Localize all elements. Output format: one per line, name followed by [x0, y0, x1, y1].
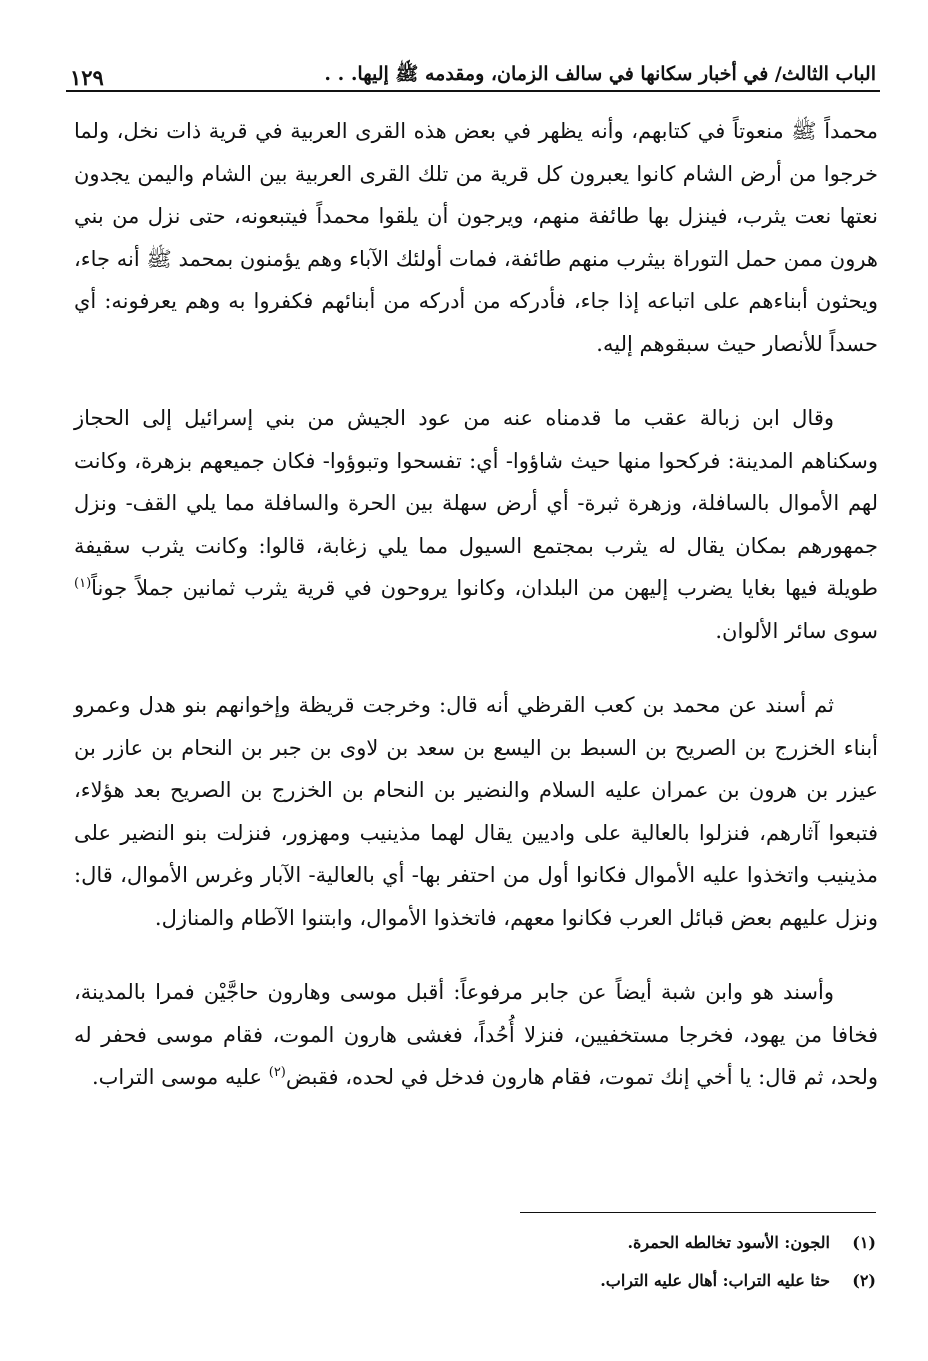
footnote-number: (٢): [852, 1271, 876, 1290]
footnote-text: حثا عليه التراب: أهال عليه التراب.: [600, 1271, 830, 1290]
paragraph-text: محمداً ﷺ منعوتاً في كتابهم، وأنه يظهر في بعض هذه القرى العربية في قرية ذات نخل، ولما خرجوا من أرض الشام كانوا يعبرون كل قرية من تلك القرى العربية بين الشام واليمن يجدون نعتها نعت يثرب، فينزل بها طائفة منهم، ويرجون أن يلقوا محمداً فيتبعونه، حتى نزل من بني هرون ممن حمل التوراة بيثرب منهم طائفة، فمات أولئك الآباء وهم يؤمنون بمحمد ﷺ أنه جاء، ويحثون أبناءهم على اتباعه إذا جاء، فأدركه من أدركه من أبنائهم فكفروا به وهم يعرفونه: أي حسداً للأنصار حيث سبقوهم إليه.: [74, 119, 878, 356]
footnotes: [300, 1224, 876, 1300]
page-number: ١٢٩: [70, 65, 104, 90]
paragraph-spacer: [74, 365, 878, 397]
footnote-text: الجون: الأسود تخالطه الحمرة.: [627, 1233, 830, 1252]
footnote-ref-2[interactable]: (٢): [268, 1065, 286, 1080]
chapter-title: الباب الثالث/ في أخبار سكانها في سالف الزمان، ومقدمه ﷺ إليها. . .: [324, 63, 876, 85]
paragraph-text: وقال ابن زبالة عقب ما قدمناه عنه من عود الجيش من بني إسرائيل إلى الحجاز وسكناهم المدينة: فركحوا منها حيث شاؤوا- أي: تفسحوا وتبوؤوا- فكان جميعهم بزهرة، وكانت لهم الأموال بالسافلة، وزهرة ثبرة- أي أرض سهلة بين الحرة والسافلة مما يلي القف- ونزل جمهورهم بمكان يقال له يثرب بمجتمع السيول مما يلي زغابة، قالوا: وكانت يثرب سقيفة طويلة فيها بغايا يضرب إليهن من البلدان، وكانوا يروحون في قرية يثرب ثمانين جملاً جوناً: [74, 406, 878, 600]
paragraph-spacer: [74, 939, 878, 971]
paragraph-spacer: [74, 652, 878, 684]
paragraph-3: [74, 684, 878, 939]
paragraph-text-after: عليه موسى التراب.: [91, 1065, 269, 1089]
paragraph-1: [74, 110, 878, 365]
paragraph-text: ثم أسند عن محمد بن كعب القرظي أنه قال: وخرجت قريظة وإخوانهم بنو هدل وعمرو أبناء الخزرج بن الصريح بن السبط بن اليسع بن سعد بن لاوى بن جبر بن النحام بن عازر بن عيزر بن هرون بن عمران عليه السلام والنضير بن النحام بن الخزرج بن الصريح بعد هؤلاء، فتبعوا آثارهم، فنزلوا بالعالية على واديين يقال لهما مذينيب ومهزور، فنزلت بنو النضير على مذينيب واتخذوا عليه الأموال فكانوا أول من احتفر بها- أي بالعالية- الآبار وغرس الأموال، قال: ونزل عليهم بعض قبائل العرب فكانوا معهم، فاتخذوا الأموال، وابتنوا الآطام والمنازل.: [74, 693, 878, 930]
footnote-number: (١): [852, 1233, 876, 1252]
footnote-1: [300, 1224, 876, 1262]
header-divider: [66, 90, 880, 92]
footnote-2: [300, 1262, 876, 1300]
paragraph-text: وأسند هو وابن شبة أيضاً عن جابر مرفوعاً: أقبل موسى وهارون حاجَّيْن فمرا بالمدينة، فخافا من يهود، فخرجا مستخفيين، فنزلا أُحُداً، فغشى هارون الموت، فقام موسى فحفر له ولحد، ثم قال: يا أخي إنك تموت، فقام هارون فدخل في لحده، فقبض: [74, 980, 878, 1089]
footnote-divider: [520, 1212, 876, 1213]
paragraph-2: [74, 397, 878, 652]
running-header: [70, 46, 876, 90]
main-text: [74, 110, 878, 1099]
paragraph-text-after: سوى سائر الألوان.: [715, 618, 878, 643]
footnote-ref-1[interactable]: (١): [74, 576, 92, 591]
paragraph-4: [74, 971, 878, 1099]
